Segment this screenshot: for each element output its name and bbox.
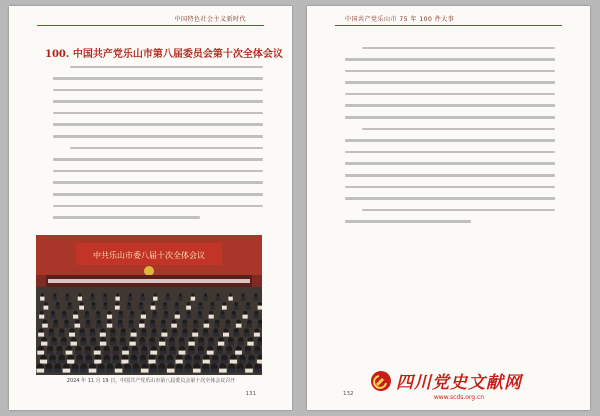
photo-banner: 中共乐山市委八届十次全体会议 <box>93 251 205 260</box>
text-line <box>53 131 263 143</box>
text-line <box>53 84 263 96</box>
meeting-photo <box>36 235 262 375</box>
text-line <box>345 123 555 135</box>
text-line <box>345 88 555 100</box>
text-line <box>345 65 555 77</box>
text-line <box>53 119 263 131</box>
running-head: 中国共产党乐山市 75 年 100 件大事 <box>345 16 455 23</box>
text-line <box>345 42 555 54</box>
text-line <box>53 96 263 108</box>
text-line <box>345 77 555 89</box>
running-head: 中国特色社会主义新时代 <box>174 16 246 23</box>
text-line <box>345 170 555 182</box>
text-line <box>53 189 263 201</box>
header-rule <box>37 25 264 26</box>
text-line <box>345 146 555 158</box>
text-line <box>53 165 263 177</box>
party-emblem-icon <box>370 370 392 392</box>
text-line <box>345 158 555 170</box>
text-line <box>345 135 555 147</box>
photo-caption: 2024 年 11 月 19 日，中国共产党乐山市第八届委员会第十次全体会议召开 <box>66 378 236 384</box>
body-text <box>53 61 263 231</box>
site-logo <box>370 368 580 404</box>
header-rule <box>335 25 562 26</box>
text-line <box>53 107 263 119</box>
text-line <box>53 200 263 212</box>
text-line <box>345 112 555 124</box>
text-line <box>53 142 263 154</box>
text-line <box>53 212 263 224</box>
text-line <box>345 193 555 205</box>
text-line <box>53 61 263 73</box>
text-line <box>345 100 555 112</box>
right-page <box>307 6 590 410</box>
text-line <box>345 204 555 216</box>
page-number: 131 <box>245 391 256 397</box>
logo-title: 四川党史文献网 <box>396 373 522 393</box>
text-line <box>53 154 263 166</box>
left-page <box>9 6 292 410</box>
body-text <box>345 42 555 232</box>
text-line <box>345 181 555 193</box>
text-line <box>345 54 555 66</box>
text-line <box>53 73 263 85</box>
section-title: 100. 中国共产党乐山市第八届委员会第十次全体会议 <box>45 49 283 60</box>
text-line <box>345 216 555 228</box>
logo-url: www.scds.org.cn <box>433 394 485 401</box>
text-line <box>53 177 263 189</box>
page-number: 132 <box>343 391 354 397</box>
